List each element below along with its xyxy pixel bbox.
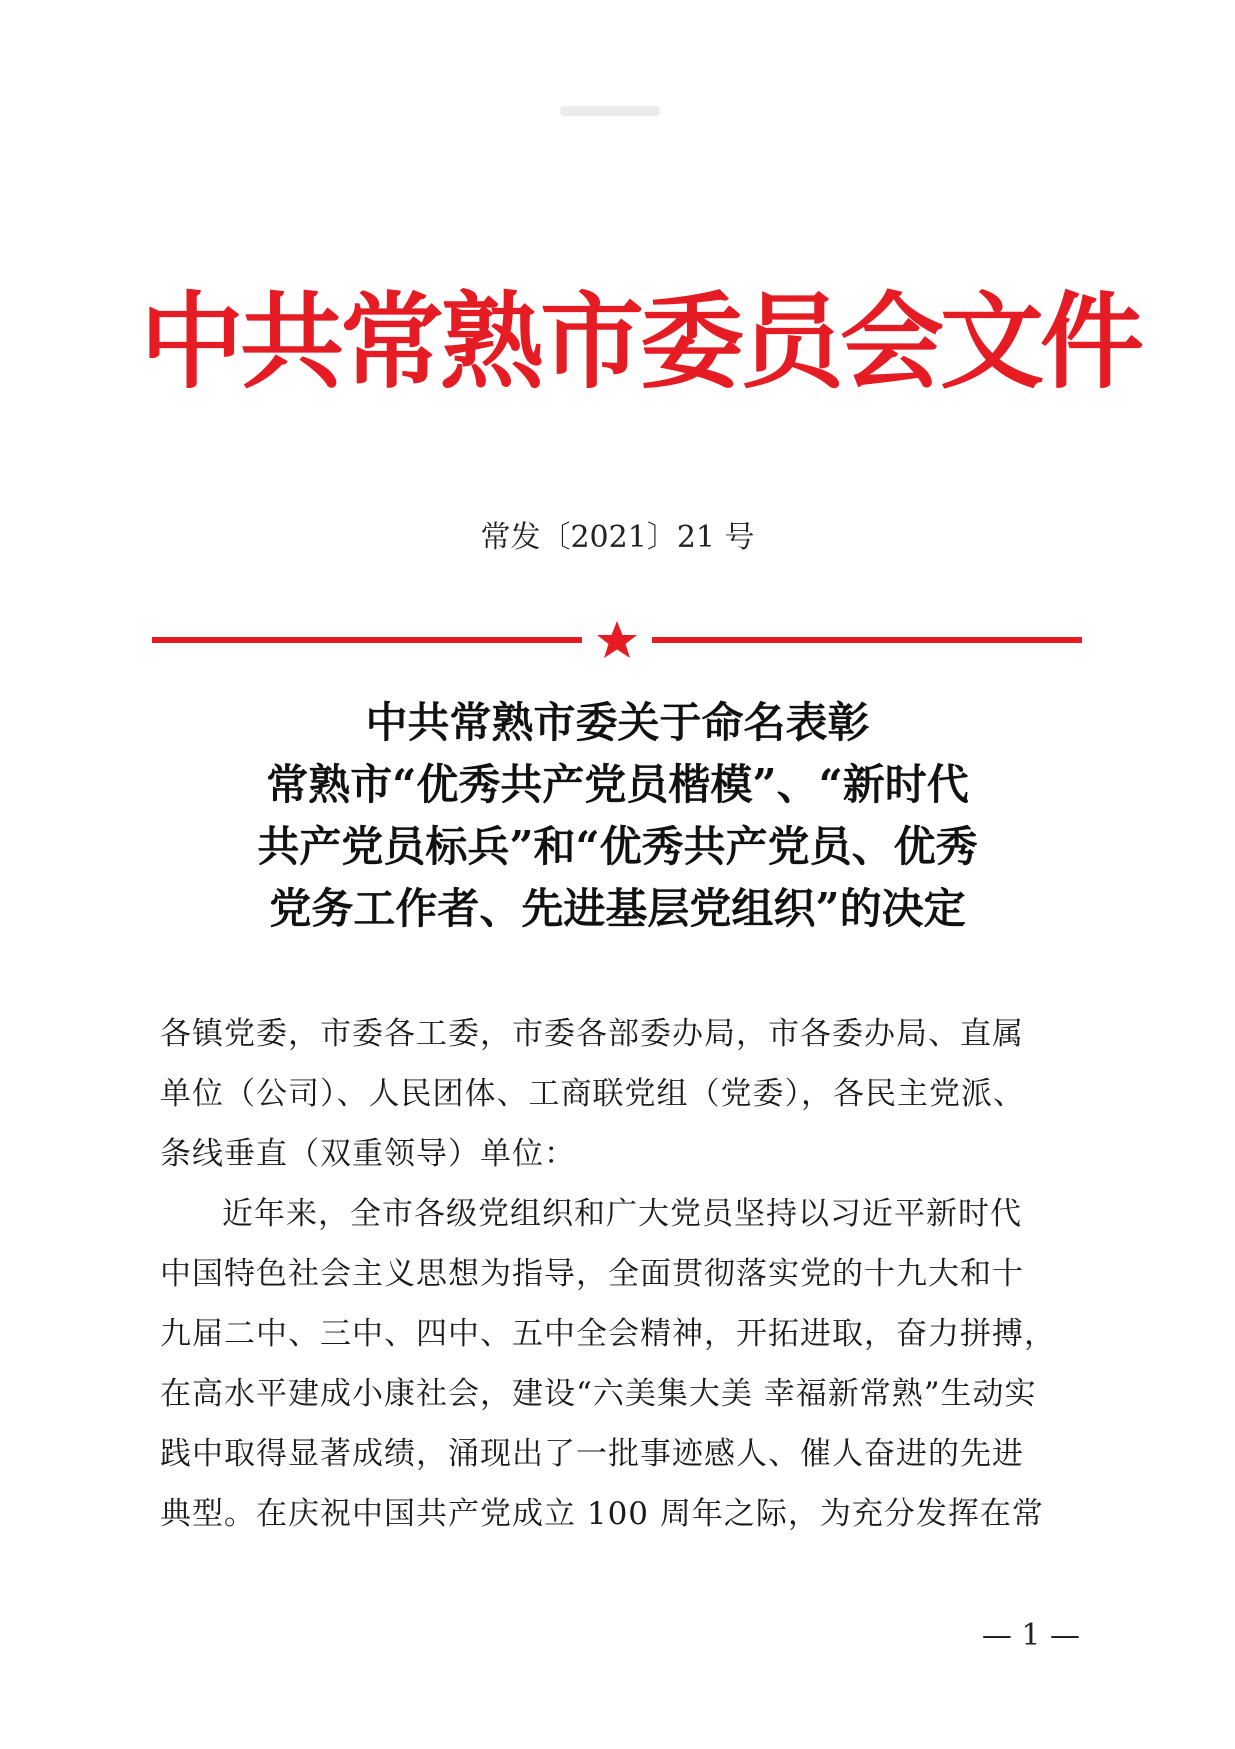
red-divider	[152, 620, 1082, 660]
page-number: — 1 —	[981, 1618, 1080, 1653]
body-line: 在高水平建成小康社会，建设“六美集大美 幸福新常熟”生动实	[160, 1376, 1037, 1412]
title-line: 中共常熟市委关于命名表彰	[365, 698, 870, 747]
body-line: 各镇党委，市委各工委，市委各部委办局，市各委办局、直属	[160, 1016, 1024, 1052]
title-line: 党务工作者、先进基层党组织”的决定	[269, 884, 966, 933]
star-icon	[594, 620, 640, 660]
body-line: 近年来，全市各级党组织和广大党员坚持以习近平新时代	[222, 1196, 1022, 1232]
body-line: 典型。在庆祝中国共产党成立 100 周年之际，为充分发挥在常	[160, 1496, 1044, 1532]
document-number: 常发〔2021〕21 号	[480, 520, 755, 555]
document-title	[140, 692, 1095, 940]
title-line: 共产党员标兵”和“优秀共产党员、优秀	[257, 822, 978, 871]
divider-line-right	[652, 637, 1082, 643]
red-header-title: 中共常熟市委员会文件	[140, 281, 1141, 403]
body-line: 践中取得显著成绩，涌现出了一批事迹感人、催人奋进的先进	[160, 1436, 1024, 1472]
body-line: 九届二中、三中、四中、五中全会精神，开拓进取，奋力拼搏，	[160, 1316, 1056, 1352]
body-text	[160, 1004, 1070, 1544]
body-line: 条线垂直（双重领导）单位：	[160, 1136, 576, 1172]
body-line: 中国特色社会主义思想为指导，全面贯彻落实党的十九大和十	[160, 1256, 1024, 1292]
scan-mark	[560, 106, 660, 116]
title-line: 常熟市“优秀共产党员楷模”、“新时代	[266, 760, 969, 809]
body-line: 单位（公司）、人民团体、工商联党组（党委），各民主党派、	[160, 1076, 1025, 1112]
divider-line-left	[152, 637, 582, 643]
